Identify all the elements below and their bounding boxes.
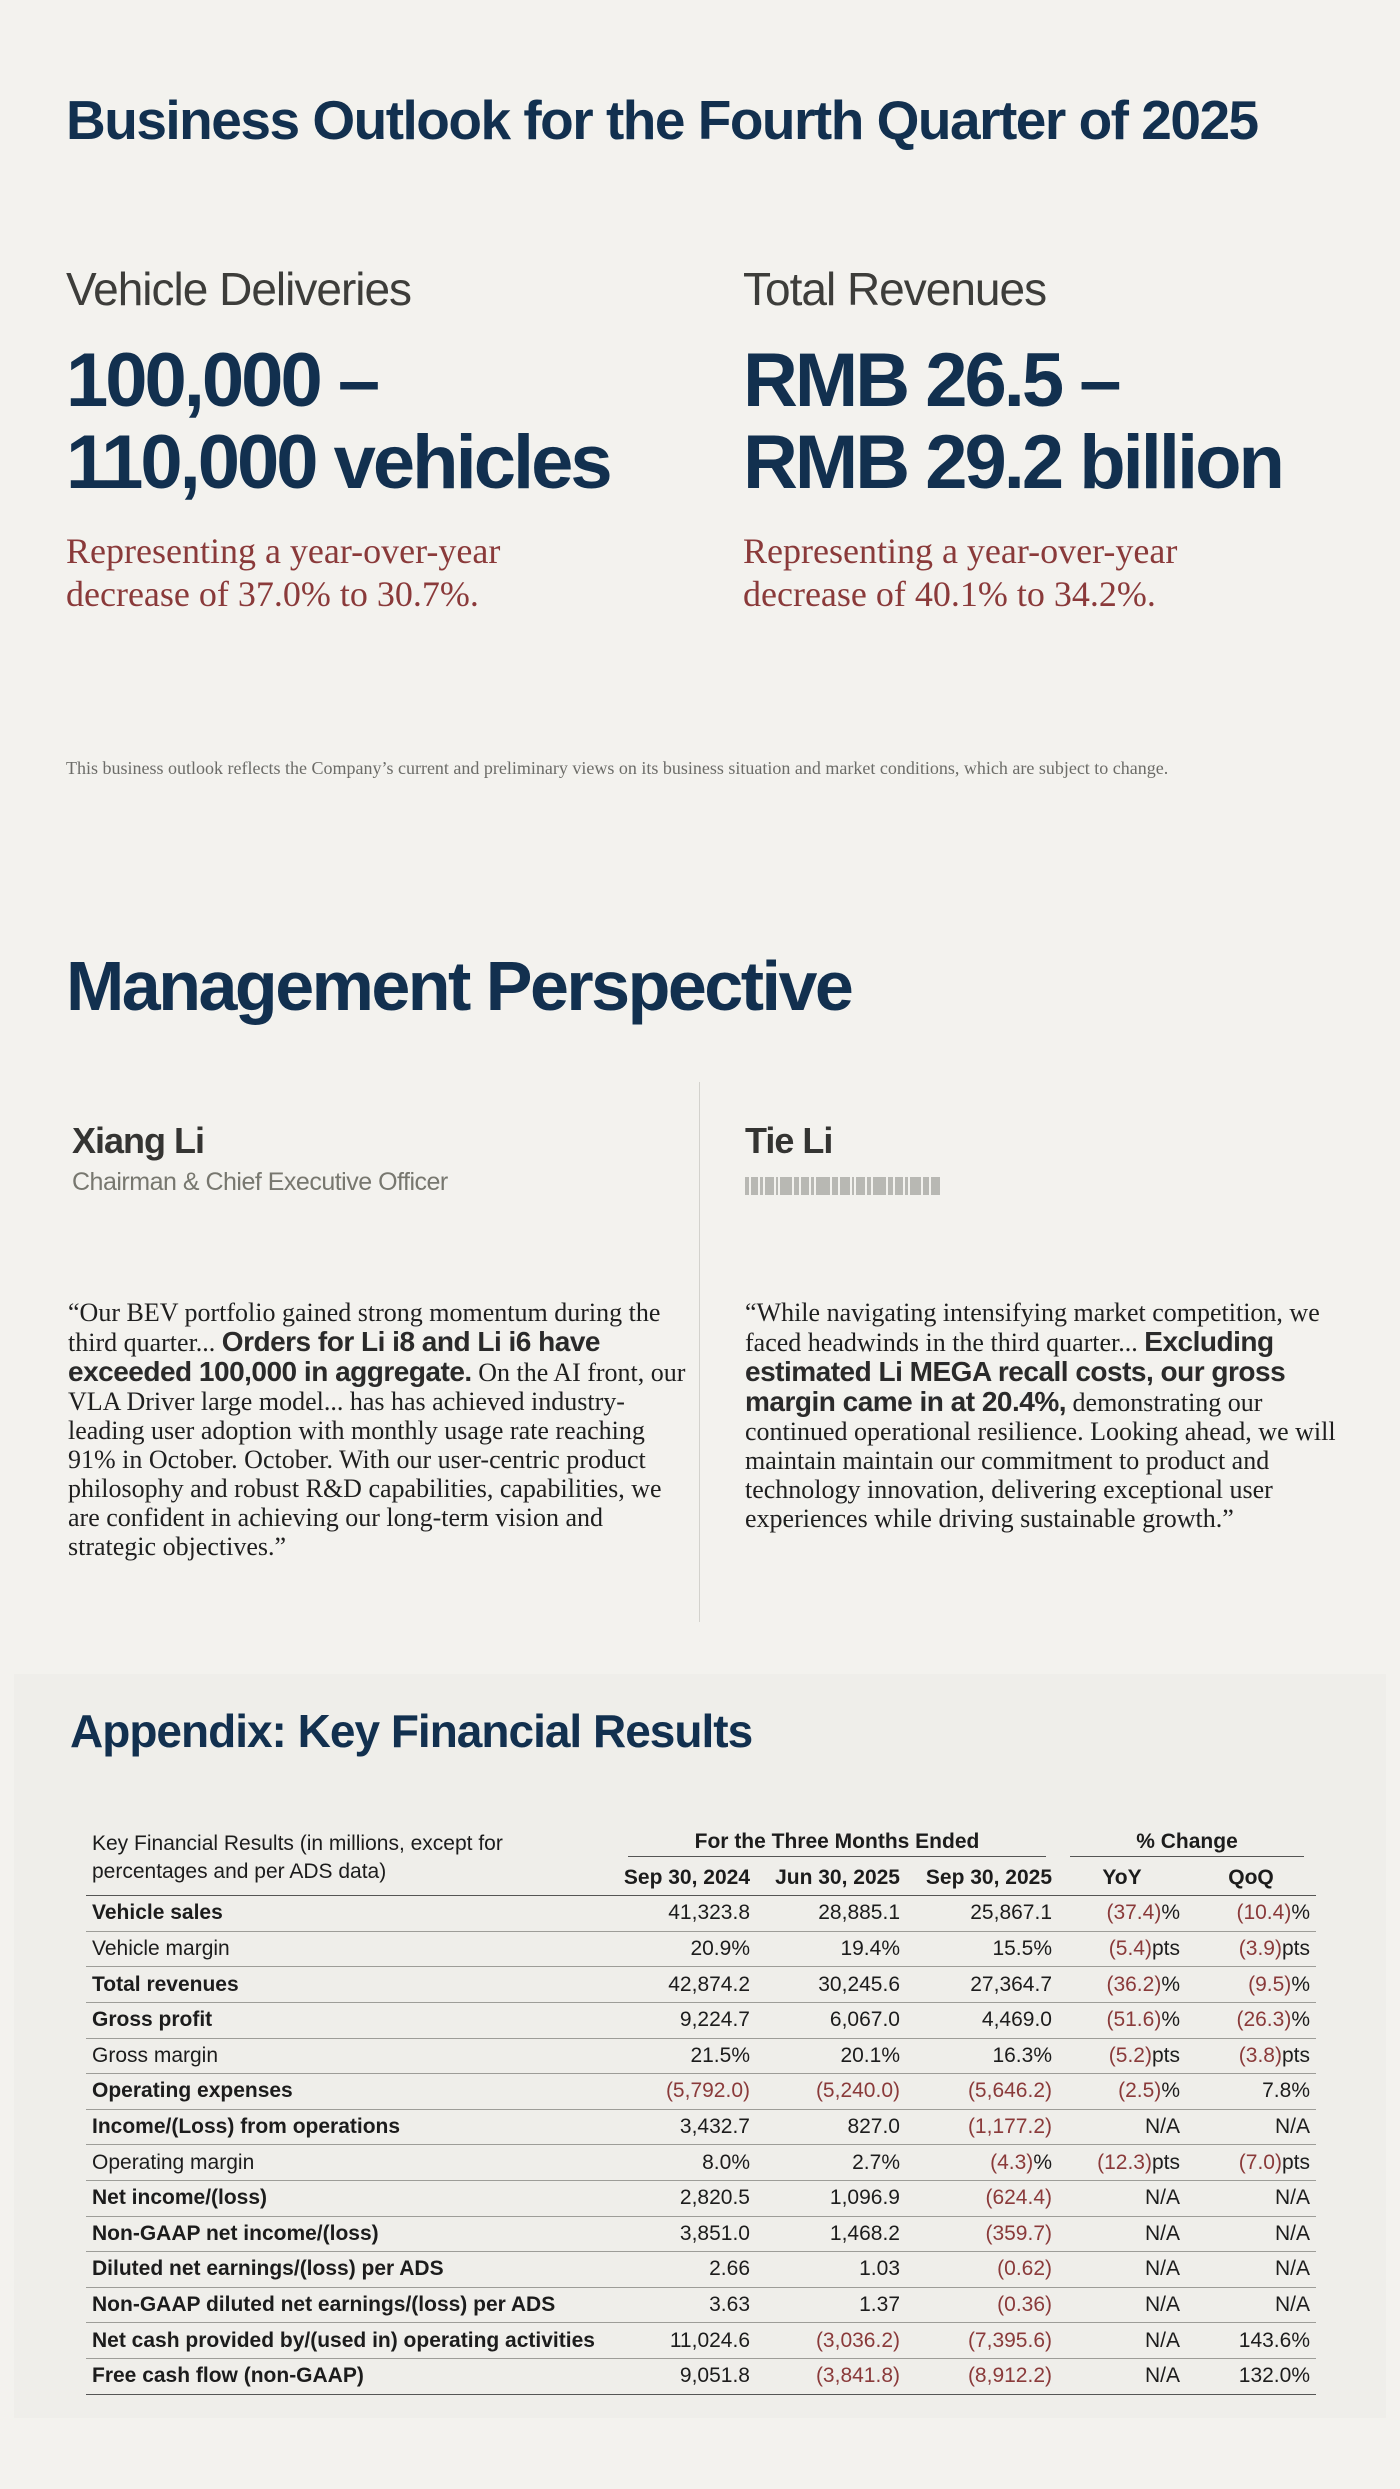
table-cell	[756, 2002, 906, 2038]
cell-value: (4.3)	[990, 2150, 1034, 2174]
table-cell	[906, 2287, 1058, 2323]
revenues-note-line2: decrease of 40.1% to 34.2%.	[743, 574, 1156, 614]
table-cell	[1186, 2287, 1316, 2323]
cell-value: N/A	[1144, 2293, 1180, 2317]
cell-value: (7,395.6)	[967, 2328, 1052, 2352]
cell-value: (7.0)	[1238, 2150, 1282, 2174]
table-cell	[756, 2038, 906, 2074]
cell-unit: pts	[1151, 2043, 1180, 2067]
cell-value: (3.8)	[1238, 2043, 1282, 2067]
table-cell	[1058, 2358, 1186, 2394]
deliveries-metric	[66, 262, 706, 616]
cell-value: 20.1%	[840, 2043, 900, 2067]
deliveries-value-line2: 110,000 vehicles	[66, 420, 610, 505]
outlook-title: Business Outlook for the Fourth Quarter of 2025	[66, 89, 1258, 151]
revenues-value-line2: RMB 29.2 billion	[743, 420, 1282, 505]
cell-value: 42,874.2	[668, 1972, 750, 1996]
row-label: Total revenues	[86, 1967, 616, 2003]
row-label: Operating margin	[86, 2145, 616, 2181]
cell-value: 8.0%	[702, 2150, 750, 2174]
cell-value: (12.3)	[1097, 2150, 1152, 2174]
table-cell	[1058, 2109, 1186, 2145]
table-cell	[1186, 2038, 1316, 2074]
cell-value: 19.4%	[840, 1937, 900, 1961]
table-cell	[756, 2358, 906, 2394]
cell-unit: %	[1161, 2008, 1180, 2032]
table-cell	[1058, 2038, 1186, 2074]
table-cell	[906, 1896, 1058, 1932]
table-row	[86, 2109, 1316, 2145]
table-cell	[616, 2287, 756, 2323]
quote-highlight: Orders for Li i8 and Li i6 have exceeded 100,000 in aggregate.	[68, 1326, 600, 1387]
table-row	[86, 2252, 1316, 2288]
table-cell	[1186, 2358, 1316, 2394]
table-cell	[756, 2216, 906, 2252]
cell-value: N/A	[1144, 2115, 1180, 2139]
table-cell	[906, 2358, 1058, 2394]
cell-value: 3.63	[709, 2293, 750, 2317]
cell-value: 15.5%	[992, 1937, 1052, 1961]
table-cell	[616, 2216, 756, 2252]
cell-value: N/A	[1144, 2257, 1180, 2281]
cell-value: 3,432.7	[679, 2115, 750, 2139]
cell-value: (3.9)	[1238, 1937, 1282, 1961]
revenues-label: Total Revenues	[743, 263, 1047, 315]
table-cell	[756, 2145, 906, 2181]
cell-value: N/A	[1274, 2186, 1310, 2210]
table-row	[86, 1896, 1316, 1932]
table-cell	[1058, 2145, 1186, 2181]
table-cell	[1186, 1967, 1316, 2003]
cell-value: (5,240.0)	[815, 2079, 900, 2103]
table-cell	[1058, 2074, 1186, 2110]
cell-value: 1,468.2	[829, 2221, 900, 2245]
table-cell	[756, 2252, 906, 2288]
cell-value: N/A	[1144, 2328, 1180, 2352]
table-cell	[906, 2002, 1058, 2038]
cell-unit: pts	[1281, 2043, 1310, 2067]
table-cell	[1186, 2002, 1316, 2038]
row-label: Net cash provided by/(used in) operating activities	[86, 2323, 616, 2359]
table-cell	[1186, 1896, 1316, 1932]
table-cell	[616, 1896, 756, 1932]
row-label: Gross margin	[86, 2038, 616, 2074]
cell-unit: %	[1033, 2150, 1052, 2174]
table-group-change: % Change	[1058, 1826, 1316, 1861]
cell-value: N/A	[1274, 2293, 1310, 2317]
table-row	[86, 2180, 1316, 2216]
cell-value: 1,096.9	[829, 2186, 900, 2210]
cell-value: (26.3)	[1236, 2008, 1292, 2032]
cell-unit: pts	[1151, 2150, 1180, 2174]
revenues-metric	[743, 262, 1383, 616]
cell-value: 7.8%	[1262, 2079, 1310, 2103]
cell-value: 27,364.7	[970, 1972, 1052, 1996]
cell-value: (2.5)	[1118, 2079, 1162, 2103]
table-cell	[1058, 2216, 1186, 2252]
quote-tie-li	[745, 1298, 1365, 1533]
redacted-role	[745, 1176, 985, 1196]
cell-value: 132.0%	[1238, 2364, 1310, 2388]
column-header: Sep 30, 2024	[623, 1865, 750, 1889]
cell-value: 25,867.1	[970, 1901, 1052, 1925]
cell-value: 827.0	[847, 2115, 900, 2139]
deliveries-value	[66, 340, 706, 504]
cell-value: 41,323.8	[668, 1901, 750, 1925]
exec-name: Xiang Li	[72, 1120, 205, 1161]
table-cell	[906, 2038, 1058, 2074]
revenues-note	[743, 530, 1383, 616]
table-cell	[906, 2216, 1058, 2252]
row-label: Gross profit	[86, 2002, 616, 2038]
table-cell	[1058, 2252, 1186, 2288]
cell-value: (37.4)	[1106, 1901, 1162, 1925]
table-row	[86, 1967, 1316, 2003]
table-cell	[616, 1931, 756, 1967]
table-row	[86, 2287, 1316, 2323]
row-label: Diluted net earnings/(loss) per ADS	[86, 2252, 616, 2288]
cell-value: (5.2)	[1108, 2043, 1152, 2067]
cell-value: 1.03	[859, 2257, 900, 2281]
quote-text: “While navigating intensifying market competition, we faced headwinds in the third quarter...	[745, 1298, 1320, 1357]
table-cell	[616, 2109, 756, 2145]
table-header-label: Key Financial Results (in millions, except for percentages and per ADS data)	[92, 1832, 503, 1883]
exec-name: Tie Li	[745, 1120, 833, 1161]
cell-value: 6,067.0	[829, 2008, 900, 2032]
table-cell	[1186, 2252, 1316, 2288]
table-cell	[1186, 2074, 1316, 2110]
table-cell	[1058, 2002, 1186, 2038]
table-cell	[756, 2109, 906, 2145]
row-label: Non-GAAP diluted net earnings/(loss) per ADS	[86, 2287, 616, 2323]
cell-value: N/A	[1144, 2221, 1180, 2245]
table-cell	[756, 1896, 906, 1932]
cell-unit: pts	[1281, 2150, 1310, 2174]
cell-value: (1,177.2)	[967, 2115, 1052, 2139]
cell-value: (51.6)	[1106, 2008, 1162, 2032]
table-row	[86, 2216, 1316, 2252]
row-label: Non-GAAP net income/(loss)	[86, 2216, 616, 2252]
table-row	[86, 2038, 1316, 2074]
deliveries-value-line1: 100,000 –	[66, 338, 378, 423]
table-cell	[1186, 2180, 1316, 2216]
cell-value: 2.7%	[852, 2150, 900, 2174]
deliveries-note-line1: Representing a year-over-year	[66, 531, 501, 571]
row-label: Free cash flow (non-GAAP)	[86, 2358, 616, 2394]
table-cell	[1186, 2109, 1316, 2145]
table-cell	[1186, 2323, 1316, 2359]
table-cell	[1186, 2216, 1316, 2252]
revenues-value-line1: RMB 26.5 –	[743, 338, 1119, 423]
table-cell	[756, 2074, 906, 2110]
cell-value: (5.4)	[1108, 1937, 1152, 1961]
deliveries-note	[66, 530, 706, 616]
table-cell	[906, 2180, 1058, 2216]
cell-value: (5,792.0)	[665, 2079, 750, 2103]
appendix-title: Appendix: Key Financial Results	[70, 1705, 753, 1757]
cell-value: N/A	[1144, 2364, 1180, 2388]
cell-value: 11,024.6	[669, 2328, 750, 2352]
cell-unit: %	[1161, 1972, 1180, 1996]
cell-value: 143.6%	[1238, 2328, 1310, 2352]
table-cell	[1186, 2145, 1316, 2181]
quote-highlight: Excluding estimated Li MEGA recall costs, our gross margin came in at 20.4%,	[745, 1326, 1286, 1417]
cell-value: (359.7)	[985, 2221, 1052, 2245]
table-cell	[616, 1967, 756, 2003]
table-cell	[756, 2323, 906, 2359]
table-cell	[1058, 2323, 1186, 2359]
exec-card-xiang-li	[72, 1120, 692, 1197]
table-cell	[756, 2180, 906, 2216]
quote-text: On the AI front, our VLA Driver large model... has has achieved industry-leading user adoption with monthly usage rate reaching 91% in October. October. With our user-centric product philosophy and robust R&D capabilities, capabilities, we are confident in achieving our long-term vision and strategic objectives.”	[68, 1358, 686, 1561]
cell-value: 2,820.5	[679, 2186, 750, 2210]
table-row	[86, 2145, 1316, 2181]
cell-value: 20.9%	[690, 1937, 750, 1961]
cell-value: (36.2)	[1106, 1972, 1162, 1996]
cell-value: 16.3%	[992, 2043, 1052, 2067]
cell-value: (9.5)	[1248, 1972, 1292, 1996]
cell-value: N/A	[1274, 2221, 1310, 2245]
table-cell	[756, 2287, 906, 2323]
cell-unit: %	[1161, 2079, 1180, 2103]
cell-value: 9,051.8	[679, 2364, 750, 2388]
table-cell	[756, 1967, 906, 2003]
cell-value: (8,912.2)	[967, 2364, 1052, 2388]
cell-value: N/A	[1274, 2115, 1310, 2139]
table-cell	[906, 2323, 1058, 2359]
cell-value: N/A	[1144, 2186, 1180, 2210]
cell-unit: %	[1291, 1972, 1310, 1996]
cell-unit: %	[1291, 1901, 1310, 1925]
table-cell	[616, 2145, 756, 2181]
table-cell	[906, 1931, 1058, 1967]
cell-value: N/A	[1274, 2257, 1310, 2281]
cell-value: 9,224.7	[679, 2008, 750, 2032]
deliveries-label: Vehicle Deliveries	[66, 263, 412, 315]
cell-unit: pts	[1281, 1937, 1310, 1961]
cell-value: (0.62)	[997, 2257, 1052, 2281]
cell-unit: %	[1161, 1901, 1180, 1925]
cell-unit: %	[1291, 2008, 1310, 2032]
table-cell	[616, 2074, 756, 2110]
table-cell	[616, 2358, 756, 2394]
cell-value: (3,841.8)	[815, 2364, 900, 2388]
cell-value: (624.4)	[985, 2186, 1052, 2210]
table-cell	[906, 1967, 1058, 2003]
column-header: QoQ	[1228, 1865, 1274, 1889]
cell-value: (10.4)	[1236, 1901, 1292, 1925]
management-title: Management Perspective	[66, 947, 852, 1025]
revenues-note-line1: Representing a year-over-year	[743, 531, 1178, 571]
cell-value: (5,646.2)	[967, 2079, 1052, 2103]
column-header: Jun 30, 2025	[775, 1865, 900, 1889]
cell-value: 4,469.0	[981, 2008, 1052, 2032]
table-cell	[1058, 1931, 1186, 1967]
table-row	[86, 2002, 1316, 2038]
row-label: Vehicle sales	[86, 1896, 616, 1932]
management-divider	[699, 1082, 700, 1622]
exec-role: Chairman & Chief Executive Officer	[72, 1168, 448, 1196]
outlook-disclaimer: This business outlook reflects the Company’s current and preliminary views on its business situation and market conditions, which are subject to change.	[66, 758, 1169, 778]
table-cell	[1186, 1931, 1316, 1967]
table-row	[86, 2358, 1316, 2394]
financial-results-table	[86, 1826, 1316, 2395]
column-header: YoY	[1102, 1865, 1142, 1889]
table-cell	[1058, 1967, 1186, 2003]
table-cell	[616, 2180, 756, 2216]
exec-card-tie-li	[745, 1120, 1365, 1196]
table-cell	[906, 2109, 1058, 2145]
table-cell	[756, 1931, 906, 1967]
cell-value: (3,036.2)	[815, 2328, 900, 2352]
row-label: Operating expenses	[86, 2074, 616, 2110]
table-cell	[616, 2252, 756, 2288]
table-row	[86, 2323, 1316, 2359]
table-cell	[906, 2074, 1058, 2110]
cell-value: 1.37	[859, 2293, 900, 2317]
cell-value: 2.66	[709, 2257, 750, 2281]
quote-text: demonstrating our continued operational resilience. Looking ahead, we will maintain maintain our commitment to product and technology innovation, delivering exceptional user experiences while driving sustainable growth.”	[745, 1388, 1336, 1533]
table-cell	[616, 2002, 756, 2038]
table-row	[86, 1931, 1316, 1967]
cell-value: 21.5%	[690, 2043, 750, 2067]
quote-text: “Our BEV portfolio gained strong momentum during the third quarter...	[68, 1298, 661, 1357]
cell-value: 3,851.0	[679, 2221, 750, 2245]
cell-unit: pts	[1151, 1937, 1180, 1961]
cell-value: 28,885.1	[818, 1901, 900, 1925]
cell-value: (0.36)	[997, 2293, 1052, 2317]
table-cell	[616, 2038, 756, 2074]
table-group-three-months: For the Three Months Ended	[616, 1826, 1058, 1861]
table-cell	[616, 2323, 756, 2359]
quote-xiang-li	[68, 1298, 688, 1561]
column-header: Sep 30, 2025	[925, 1865, 1052, 1889]
revenues-value	[743, 340, 1383, 504]
table-row	[86, 2074, 1316, 2110]
table-cell	[1058, 2287, 1186, 2323]
cell-value: 30,245.6	[818, 1972, 900, 1996]
deliveries-note-line2: decrease of 37.0% to 30.7%.	[66, 574, 479, 614]
row-label: Income/(Loss) from operations	[86, 2109, 616, 2145]
row-label: Vehicle margin	[86, 1931, 616, 1967]
table-cell	[1058, 1896, 1186, 1932]
row-label: Net income/(loss)	[86, 2180, 616, 2216]
table-cell	[906, 2145, 1058, 2181]
table-cell	[1058, 2180, 1186, 2216]
table-cell	[906, 2252, 1058, 2288]
